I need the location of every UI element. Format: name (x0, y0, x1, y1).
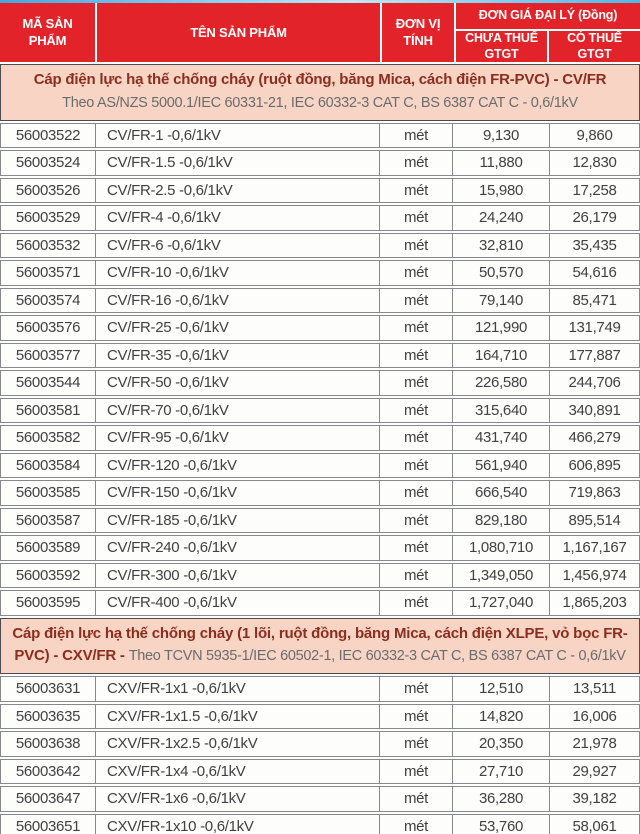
section-rows (0, 676, 640, 834)
table-row (0, 150, 640, 176)
price-ex-vat-cell: 27,710 (453, 760, 550, 784)
table-row (0, 343, 640, 369)
price-inc-vat-cell: 13,511 (573, 680, 616, 698)
table-row (0, 370, 640, 396)
product-code-cell: 56003647 (1, 787, 96, 811)
product-name-cell: CV/FR-4 -0,6/1kV (96, 206, 380, 230)
product-code-cell: 56003529 (1, 206, 96, 230)
unit-cell: mét (380, 316, 453, 340)
unit-cell: mét (380, 151, 453, 175)
product-code-cell: 56003592 (1, 564, 96, 588)
column-header-unit: ĐƠN VỊ TÍNH (382, 3, 454, 62)
price-inc-vat-cell: 244,706 (568, 374, 621, 392)
price-inc-vat-cell: 466,279 (568, 429, 621, 447)
product-name-cell: CXV/FR-1x1 -0,6/1kV (96, 677, 380, 701)
product-code-cell: 56003582 (1, 426, 96, 450)
product-name-cell: CV/FR-1 -0,6/1kV (96, 124, 380, 148)
section-title-standard: Theo AS/NZS 5000.1/IEC 60331-21, IEC 60332-3 CAT C, BS 6387 CAT C - 0,6/1kV (62, 94, 578, 111)
table-row (0, 480, 640, 506)
price-inc-vat-cell: 340,891 (568, 401, 621, 419)
table-body (0, 62, 640, 834)
price-ex-vat-cell: 50,570 (453, 261, 550, 285)
product-name-cell: CV/FR-50 -0,6/1kV (96, 371, 380, 395)
table-header (0, 3, 640, 62)
unit-cell: mét (380, 481, 453, 505)
section-header (0, 64, 640, 120)
price-inc-vat-cell: 29,927 (572, 762, 617, 780)
product-name-cell: CV/FR-400 -0,6/1kV (96, 591, 380, 615)
price-inc-vat-cell: 12,830 (572, 154, 617, 172)
section-rows (0, 123, 640, 616)
column-header-price-inc-vat: CÓ THUẾ GTGT (549, 31, 640, 62)
price-ex-vat-cell: 11,880 (453, 151, 550, 175)
price-ex-vat-cell: 36,280 (453, 787, 550, 811)
unit-cell: mét (380, 509, 453, 533)
section-title-bold: Cáp điện lực hạ thế chống cháy (1 lõi, ruột đồng, băng Mica, cách điện XLPE, vỏ bọc FR-PVC) - CXV/FR - (12, 624, 628, 665)
price-ex-vat-cell: 561,940 (453, 454, 550, 478)
product-code-cell: 56003585 (1, 481, 96, 505)
product-name-cell: CV/FR-10 -0,6/1kV (96, 261, 380, 285)
table-row (0, 453, 640, 479)
price-inc-vat-cell: 58,061 (572, 817, 617, 834)
price-ex-vat-cell: 9,130 (453, 124, 550, 148)
unit-cell: mét (380, 677, 453, 701)
price-ex-vat-cell: 431,740 (453, 426, 550, 450)
unit-cell: mét (380, 289, 453, 313)
price-ex-vat-cell: 164,710 (453, 344, 550, 368)
product-name-cell: CXV/FR-1x4 -0,6/1kV (96, 760, 380, 784)
price-ex-vat-cell: 14,820 (453, 705, 550, 729)
price-inc-vat-cell: 9,860 (576, 126, 613, 144)
column-header-product-name: TÊN SẢN PHẨM (97, 3, 380, 62)
product-name-cell: CV/FR-240 -0,6/1kV (96, 536, 380, 560)
unit-cell: mét (380, 206, 453, 230)
unit-cell: mét (380, 564, 453, 588)
price-inc-vat-cell: 39,182 (572, 790, 617, 808)
unit-cell: mét (380, 124, 453, 148)
product-code-cell: 56003635 (1, 705, 96, 729)
price-ex-vat-cell: 226,580 (453, 371, 550, 395)
price-ex-vat-cell: 315,640 (453, 399, 550, 423)
product-code-cell: 56003651 (1, 815, 96, 834)
product-name-cell: CXV/FR-1x6 -0,6/1kV (96, 787, 380, 811)
unit-cell: mét (380, 591, 453, 615)
product-name-cell: CV/FR-150 -0,6/1kV (96, 481, 380, 505)
unit-cell: mét (380, 787, 453, 811)
product-code-cell: 56003532 (1, 234, 96, 258)
unit-cell: mét (380, 454, 453, 478)
table-row (0, 508, 640, 534)
table-row (0, 205, 640, 231)
product-code-cell: 56003638 (1, 732, 96, 756)
price-inc-vat-cell: 131,749 (568, 319, 621, 337)
product-name-cell: CV/FR-185 -0,6/1kV (96, 509, 380, 533)
price-inc-vat-cell: 85,471 (572, 291, 617, 309)
price-inc-vat-cell: 1,167,167 (562, 539, 627, 557)
product-name-cell: CV/FR-2.5 -0,6/1kV (96, 179, 380, 203)
product-name-cell: CV/FR-1.5 -0,6/1kV (96, 151, 380, 175)
price-ex-vat-cell: 53,760 (453, 815, 550, 834)
table-row (0, 260, 640, 286)
table-row (0, 288, 640, 314)
price-inc-vat-cell: 26,179 (572, 209, 617, 227)
price-ex-vat-cell: 1,349,050 (453, 564, 550, 588)
product-name-cell: CV/FR-35 -0,6/1kV (96, 344, 380, 368)
product-name-cell: CV/FR-16 -0,6/1kV (96, 289, 380, 313)
unit-cell: mét (380, 705, 453, 729)
product-name-cell: CV/FR-300 -0,6/1kV (96, 564, 380, 588)
price-inc-vat-cell: 895,514 (568, 511, 621, 529)
product-code-cell: 56003642 (1, 760, 96, 784)
product-section (0, 616, 640, 834)
column-header-price-group (456, 3, 640, 62)
unit-cell: mét (380, 344, 453, 368)
product-code-cell: 56003522 (1, 124, 96, 148)
price-inc-vat-cell: 177,887 (568, 346, 621, 364)
unit-cell: mét (380, 261, 453, 285)
table-row (0, 178, 640, 204)
price-ex-vat-cell: 1,080,710 (453, 536, 550, 560)
price-ex-vat-cell: 24,240 (453, 206, 550, 230)
product-name-cell: CV/FR-6 -0,6/1kV (96, 234, 380, 258)
table-row (0, 563, 640, 589)
price-inc-vat-cell: 54,616 (572, 264, 617, 282)
column-header-price-title: ĐƠN GIÁ ĐẠI LÝ (Đồng) (456, 3, 640, 29)
price-ex-vat-cell: 15,980 (453, 179, 550, 203)
price-ex-vat-cell: 32,810 (453, 234, 550, 258)
price-ex-vat-cell: 829,180 (453, 509, 550, 533)
product-code-cell: 56003526 (1, 179, 96, 203)
column-header-product-code: MÃ SẢN PHẨM (0, 3, 95, 62)
table-row (0, 759, 640, 785)
price-ex-vat-cell: 79,140 (453, 289, 550, 313)
unit-cell: mét (380, 234, 453, 258)
price-ex-vat-cell: 121,990 (453, 316, 550, 340)
product-code-cell: 56003581 (1, 399, 96, 423)
product-name-cell: CV/FR-25 -0,6/1kV (96, 316, 380, 340)
table-row (0, 123, 640, 149)
unit-cell: mét (380, 732, 453, 756)
price-inc-vat-cell: 606,895 (568, 456, 621, 474)
unit-cell: mét (380, 371, 453, 395)
product-code-cell: 56003595 (1, 591, 96, 615)
section-title (9, 623, 631, 668)
price-inc-vat-cell: 1,865,203 (562, 594, 627, 612)
price-inc-vat-cell: 21,978 (572, 735, 617, 753)
table-row (0, 704, 640, 730)
product-code-cell: 56003584 (1, 454, 96, 478)
product-name-cell: CV/FR-120 -0,6/1kV (96, 454, 380, 478)
product-code-cell: 56003589 (1, 536, 96, 560)
section-title (9, 69, 631, 114)
section-title-bold: Cáp điện lực hạ thế chống cháy (ruột đồng, băng Mica, cách điện FR-PVC) - CV/FR (33, 71, 607, 89)
unit-cell: mét (380, 536, 453, 560)
product-name-cell: CXV/FR-1x1.5 -0,6/1kV (96, 705, 380, 729)
unit-cell: mét (380, 426, 453, 450)
price-ex-vat-cell: 20,350 (453, 732, 550, 756)
product-code-cell: 56003574 (1, 289, 96, 313)
product-name-cell: CV/FR-70 -0,6/1kV (96, 399, 380, 423)
table-row (0, 425, 640, 451)
price-inc-vat-cell: 17,258 (572, 181, 617, 199)
product-code-cell: 56003524 (1, 151, 96, 175)
product-code-cell: 56003571 (1, 261, 96, 285)
price-ex-vat-cell: 1,727,040 (453, 591, 550, 615)
price-inc-vat-cell: 16,006 (572, 707, 617, 725)
table-row (0, 535, 640, 561)
table-row (0, 676, 640, 702)
price-ex-vat-cell: 12,510 (453, 677, 550, 701)
column-header-price-ex-vat: CHƯA THUẾ GTGT (456, 31, 547, 62)
unit-cell: mét (380, 179, 453, 203)
product-section (0, 62, 640, 615)
table-row (0, 786, 640, 812)
unit-cell: mét (380, 815, 453, 834)
table-row (0, 814, 640, 834)
price-inc-vat-cell: 35,435 (572, 236, 617, 254)
table-row (0, 590, 640, 616)
unit-cell: mét (380, 399, 453, 423)
table-row (0, 731, 640, 757)
table-row (0, 315, 640, 341)
product-name-cell: CXV/FR-1x2.5 -0,6/1kV (96, 732, 380, 756)
product-code-cell: 56003587 (1, 509, 96, 533)
table-row (0, 233, 640, 259)
product-name-cell: CV/FR-95 -0,6/1kV (96, 426, 380, 450)
section-title-standard: Theo TCVN 5935-1/IEC 60502-1, IEC 60332-3 CAT C, BS 6387 CAT C - 0,6/1kV (128, 648, 626, 665)
price-inc-vat-cell: 719,863 (568, 484, 621, 502)
unit-cell: mét (380, 760, 453, 784)
product-code-cell: 56003577 (1, 344, 96, 368)
price-ex-vat-cell: 666,540 (453, 481, 550, 505)
product-name-cell: CXV/FR-1x10 -0,6/1kV (96, 815, 380, 834)
product-code-cell: 56003631 (1, 677, 96, 701)
table-row (0, 398, 640, 424)
column-header-price-subrow (456, 31, 640, 62)
product-code-cell: 56003576 (1, 316, 96, 340)
section-header (0, 618, 640, 674)
price-inc-vat-cell: 1,456,974 (562, 566, 627, 584)
product-code-cell: 56003544 (1, 371, 96, 395)
